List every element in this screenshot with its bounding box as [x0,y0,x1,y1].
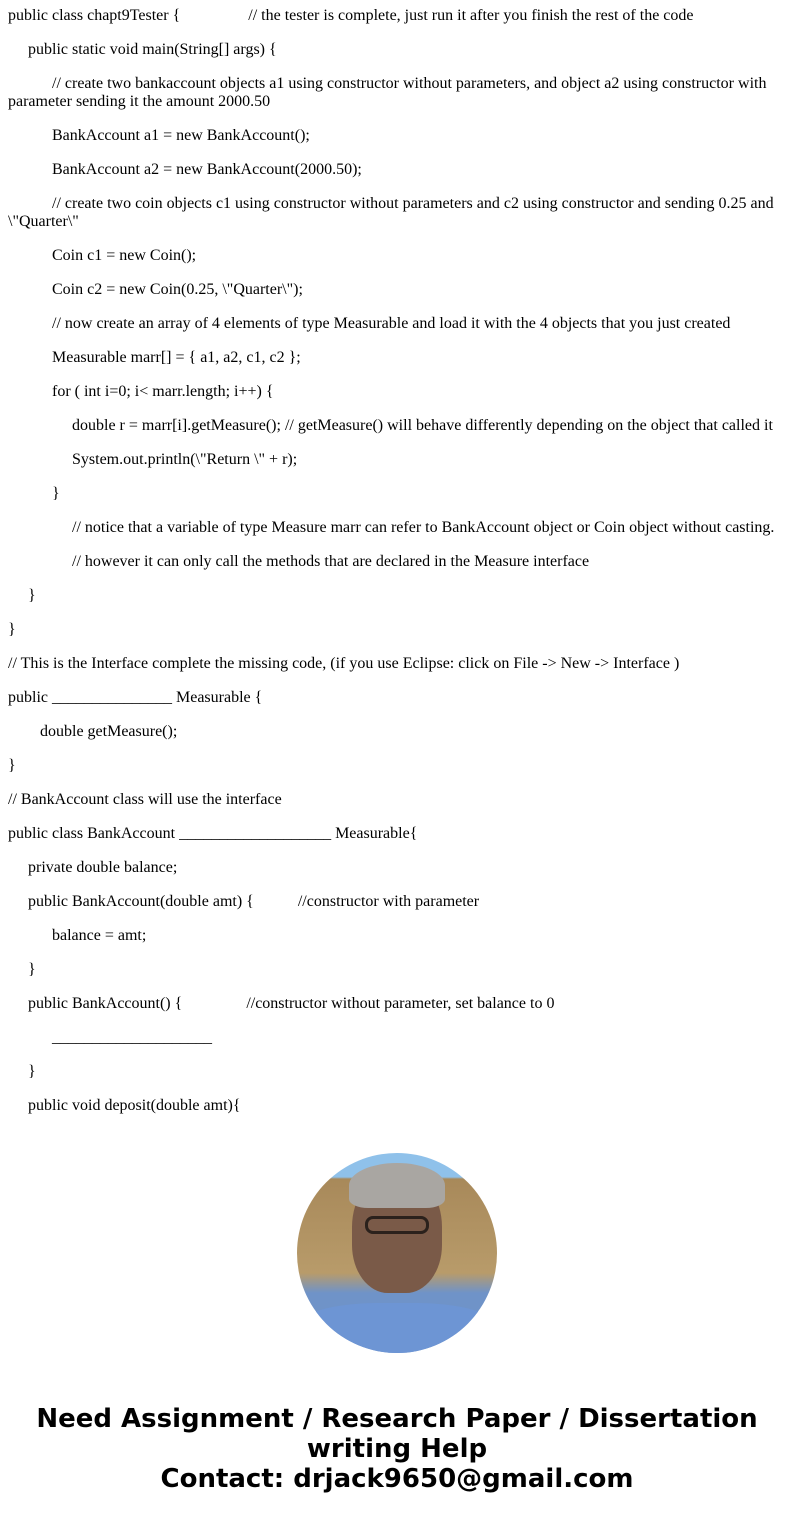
code-comment: // the tester is complete, just run it after you finish the rest of the code [248,7,694,24]
promo-banner [0,1404,794,1494]
code-line: Coin c2 = new Coin(0.25, \"Quarter\"); [52,281,303,298]
code-line: balance = amt; [52,927,147,944]
code-text: public BankAccount(double amt) { [28,893,254,910]
code-comment-line: // This is the Interface complete the missing code, (if you use Eclipse: click on File -> New -> Interface ) [8,655,680,672]
code-comment-line: // now create an array of 4 elements of type Measurable and load it with the 4 objects that you just created [52,315,731,332]
code-line: double r = marr[i].getMeasure(); // getMeasure() will behave differently depending on the object that called it [72,417,773,434]
author-photo [297,1153,497,1353]
code-comment: //constructor without parameter, set balance to 0 [246,995,555,1012]
code-comment-line: // notice that a variable of type Measure marr can refer to BankAccount object or Coin object without casting. [72,519,775,536]
code-line: } [8,621,16,638]
code-line: for ( int i=0; i< marr.length; i++) { [52,383,274,400]
photo-shirt [297,1303,497,1353]
code-document [8,7,780,1131]
code-comment-line: // however it can only call the methods that are declared in the Measure interface [72,553,590,570]
code-blank-line: ____________________ [52,1029,212,1046]
code-line [8,7,780,25]
code-line: public class BankAccount ___________________ Measurable{ [8,825,418,842]
code-text: public class chapt9Tester { [8,7,181,24]
code-comment-line: // create two coin objects c1 using constructor without parameters and c2 using constructor and sending 0.25 and \"Quarter\" [8,195,774,230]
promo-line-2: writing Help [306,1434,488,1464]
code-line: } [28,961,36,978]
photo-glasses [365,1216,429,1234]
code-line: BankAccount a1 = new BankAccount(); [52,127,310,144]
code-line: } [8,757,16,774]
code-line: double getMeasure(); [40,723,178,740]
code-line: System.out.println(\"Return \" + r); [72,451,298,468]
code-line: } [52,485,60,502]
code-line: } [28,587,36,604]
code-comment: //constructor with parameter [297,893,480,910]
code-line: Coin c1 = new Coin(); [52,247,197,264]
promo-contact: Contact: drjack9650@gmail.com [160,1464,634,1494]
code-line [8,995,780,1013]
code-text: public BankAccount() { [28,995,183,1012]
code-line: public static void main(String[] args) { [28,41,277,58]
code-line: } [28,1063,36,1080]
photo-hair [349,1163,445,1208]
code-line: public void deposit(double amt){ [28,1097,241,1114]
code-line: private double balance; [28,859,178,876]
code-line [8,893,780,911]
code-comment-line: // create two bankaccount objects a1 using constructor without parameters, and object a2 using constructor with parameter sending it the amount 2000.50 [8,75,767,110]
code-line: BankAccount a2 = new BankAccount(2000.50); [52,161,362,178]
code-comment-line: // BankAccount class will use the interface [8,791,282,808]
code-line: public _______________ Measurable { [8,689,263,706]
code-line: Measurable marr[] = { a1, a2, c1, c2 }; [52,349,301,366]
promo-line-1: Need Assignment / Research Paper / Dissertation [36,1404,758,1434]
